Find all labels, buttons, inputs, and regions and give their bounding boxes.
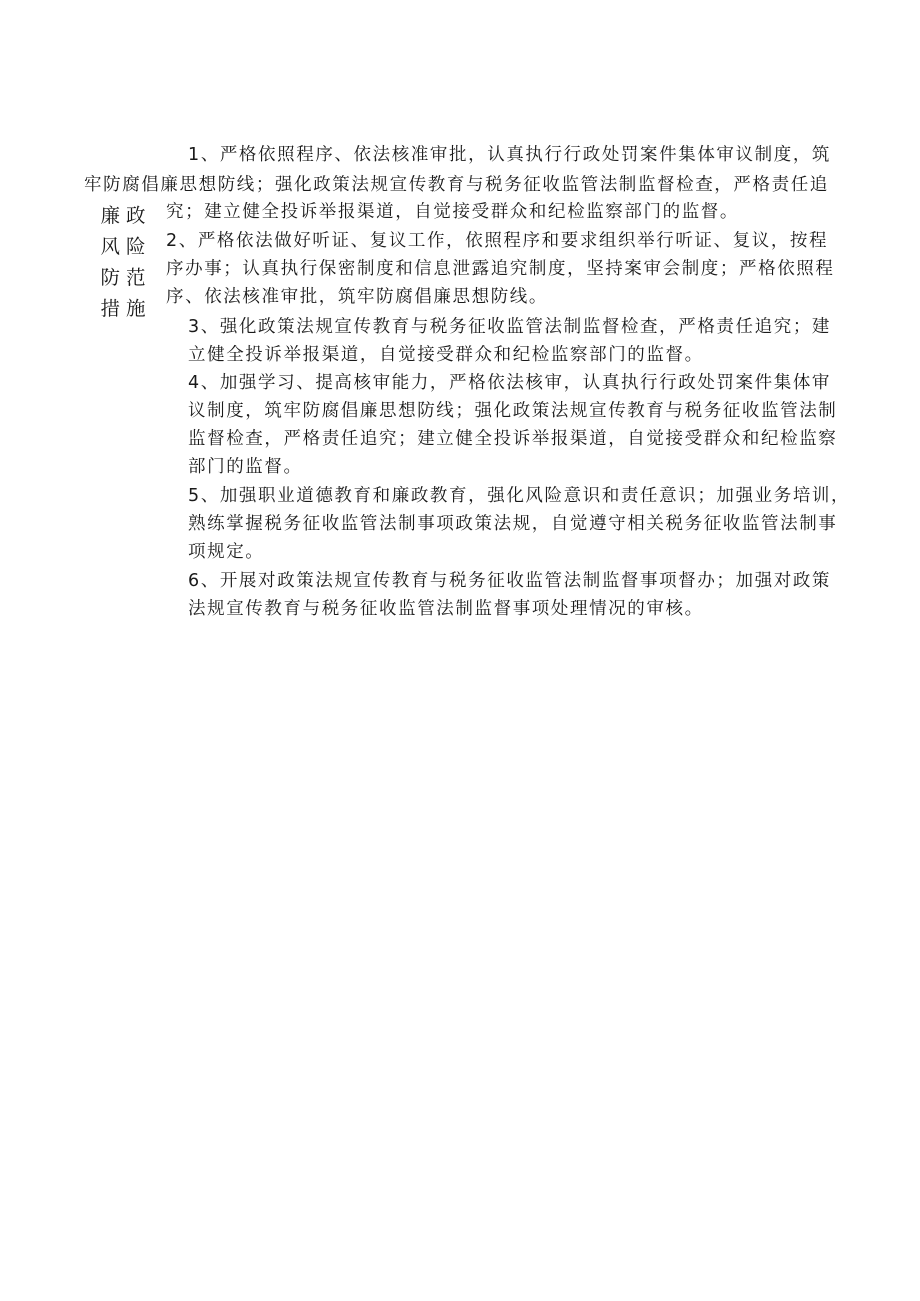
measure-3-line-1: 3、强化政策法规宣传教育与税务征收监管法制监督检查，严格责任追究；建 bbox=[188, 317, 832, 337]
measure-2-line-1: 2、严格依法做好听证、复议工作，依照程序和要求组织举行听证、复议，按程 bbox=[166, 231, 829, 251]
category-label-line: 防范 bbox=[100, 266, 152, 289]
measure-4-line-2: 议制度，筑牢防腐倡廉思想防线；强化政策法规宣传教育与税务征收监管法制 bbox=[188, 401, 838, 421]
measure-4-line-1: 4、加强学习、提高核审能力，严格依法核审，认真执行行政处罚案件集体审 bbox=[188, 373, 832, 393]
measure-4-line-4: 部门的监督。 bbox=[188, 457, 303, 477]
measure-5-line-2: 熟练掌握税务征收监管法制事项政策法规，自觉遵守相关税务征收监管法制事 bbox=[188, 514, 838, 534]
category-label bbox=[86, 200, 166, 324]
measure-5-line-1: 5、加强职业道德教育和廉政教育，强化风险意识和责任意识；加强业务培训， bbox=[188, 486, 851, 506]
category-label-line: 风险 bbox=[100, 235, 152, 258]
measure-6-line-2: 法规宣传教育与税务征收监管法制监督事项处理情况的审核。 bbox=[188, 599, 704, 619]
measure-1-line-3: 究；建立健全投诉举报渠道，自觉接受群众和纪检监察部门的监督。 bbox=[166, 202, 739, 222]
category-label-line: 措施 bbox=[100, 297, 152, 320]
measure-5-line-3: 项规定。 bbox=[188, 542, 265, 562]
category-label-line: 廉政 bbox=[100, 204, 152, 227]
measure-2-line-3: 序、依法核准审批，筑牢防腐倡廉思想防线。 bbox=[166, 287, 548, 307]
measure-6-line-1: 6、开展对政策法规宣传教育与税务征收监管法制监督事项督办；加强对政策 bbox=[188, 571, 832, 591]
measure-4-line-3: 监督检查，严格责任追究；建立健全投诉举报渠道，自觉接受群众和纪检监察 bbox=[188, 429, 838, 449]
measure-2-line-2: 序办事；认真执行保密制度和信息泄露追究制度，坚持案审会制度；严格依照程 bbox=[166, 259, 835, 279]
measure-1-line-1: 1、严格依照程序、依法核准审批，认真执行行政处罚案件集体审议制度，筑 bbox=[188, 145, 832, 165]
measure-3-line-2: 立健全投诉举报渠道，自觉接受群众和纪检监察部门的监督。 bbox=[188, 345, 704, 365]
measure-1-line-2: 牢防腐倡廉思想防线；强化政策法规宣传教育与税务征收监管法制监督检查，严格责任追 bbox=[84, 175, 829, 195]
